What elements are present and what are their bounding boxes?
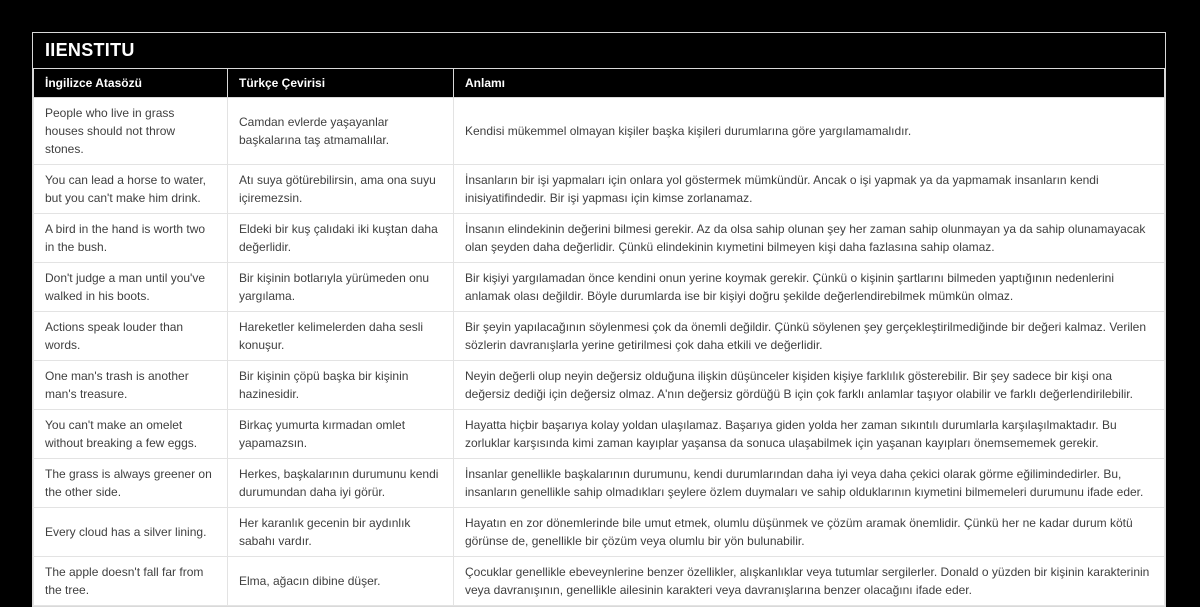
column-header-turkish-translation: Türkçe Çevirisi bbox=[228, 69, 454, 98]
table-row bbox=[34, 165, 1165, 214]
cell-english-proverb: People who live in grass houses should not throw stones. bbox=[34, 98, 228, 165]
cell-meaning: İnsanlar genellikle başkalarının durumunu, kendi durumlarından daha iyi veya daha çekici olarak görme eğilimindedirler. Bu, insanların genellikle sahip olmadıkları şeylere özlem duymaları ve sahip olduklarının kıymetini bilmemeleri durumunu ifade eder. bbox=[454, 459, 1165, 508]
cell-turkish-translation: Hareketler kelimelerden daha sesli konuşur. bbox=[228, 312, 454, 361]
cell-meaning: Kendisi mükemmel olmayan kişiler başka kişileri durumlarına göre yargılamamalıdır. bbox=[454, 98, 1165, 165]
table-row bbox=[34, 557, 1165, 606]
cell-meaning: Hayatın en zor dönemlerinde bile umut etmek, olumlu düşünmek ve çözüm aramak önemlidir. Çünkü her ne kadar durum kötü görünse de, genellikle bir çözüm veya olumlu bir yön bulunabilir. bbox=[454, 508, 1165, 557]
cell-turkish-translation: Birkaç yumurta kırmadan omlet yapamazsın. bbox=[228, 410, 454, 459]
cell-turkish-translation: Bir kişinin botlarıyla yürümeden onu yargılama. bbox=[228, 263, 454, 312]
cell-english-proverb: You can lead a horse to water, but you can't make him drink. bbox=[34, 165, 228, 214]
table-row bbox=[34, 263, 1165, 312]
cell-english-proverb: A bird in the hand is worth two in the bush. bbox=[34, 214, 228, 263]
cell-english-proverb: One man's trash is another man's treasure. bbox=[34, 361, 228, 410]
cell-english-proverb: You can't make an omelet without breaking a few eggs. bbox=[34, 410, 228, 459]
cell-turkish-translation: Atı suya götürebilirsin, ama ona suyu içiremezsin. bbox=[228, 165, 454, 214]
cell-meaning: Bir şeyin yapılacağının söylenmesi çok da önemli değildir. Çünkü söylenen şey gerçekleştirilmediğinde bir değeri kalmaz. Verilen sözlerin davranışlarla yerine getirilmesi çok daha etkili ve değerlidir. bbox=[454, 312, 1165, 361]
cell-english-proverb: Actions speak louder than words. bbox=[34, 312, 228, 361]
cell-turkish-translation: Her karanlık gecenin bir aydınlık sabahı vardır. bbox=[228, 508, 454, 557]
panel-title-bar bbox=[33, 33, 1165, 69]
proverbs-table bbox=[33, 69, 1165, 606]
cell-turkish-translation: Elma, ağacın dibine düşer. bbox=[228, 557, 454, 606]
cell-english-proverb: Don't judge a man until you've walked in his boots. bbox=[34, 263, 228, 312]
cell-english-proverb: The apple doesn't fall far from the tree. bbox=[34, 557, 228, 606]
cell-meaning: Bir kişiyi yargılamadan önce kendini onun yerine koymak gerekir. Çünkü o kişinin şartlarını bilmeden yaptığının nedenlerini anlamak olası değildir. Böyle durumlarda ise bir kişiyi doğru şekilde değerlendirebilmek mümkün olmaz. bbox=[454, 263, 1165, 312]
table-row bbox=[34, 361, 1165, 410]
table-row bbox=[34, 410, 1165, 459]
column-header-meaning: Anlamı bbox=[454, 69, 1165, 98]
table-row bbox=[34, 214, 1165, 263]
proverbs-panel bbox=[32, 32, 1166, 607]
table-header-row bbox=[34, 69, 1165, 98]
table-row bbox=[34, 312, 1165, 361]
cell-meaning: Hayatta hiçbir başarıya kolay yoldan ulaşılamaz. Başarıya giden yolda her zaman sıkıntılı durumlarla karşılaşılmaktadır. Bu zorluklar karşısında kimi zaman kayıplar yaşansa da sonuca ulaşabilmek için yaşanan kayıpları önemsememek gerekir. bbox=[454, 410, 1165, 459]
cell-meaning: Çocuklar genellikle ebeveynlerine benzer özellikler, alışkanlıklar veya tutumlar sergilerler. Donald o yüzden bir kişinin karakterinin veya davranışının, genellikle ailesinin karakteri veya davranışlarına benzer olacağını ifade eder. bbox=[454, 557, 1165, 606]
cell-english-proverb: Every cloud has a silver lining. bbox=[34, 508, 228, 557]
cell-meaning: Neyin değerli olup neyin değersiz olduğuna ilişkin düşünceler kişiden kişiye farklılık gösterebilir. Bir şey sadece bir kişi ona değersiz dediği için değersiz olmaz. A'nın değersiz gördüğü B için çok farklı anlamlar taşıyor olabilir ve farklı değerlendirilebilir. bbox=[454, 361, 1165, 410]
column-header-english-proverb: İngilizce Atasözü bbox=[34, 69, 228, 98]
table-row bbox=[34, 98, 1165, 165]
table-row bbox=[34, 508, 1165, 557]
cell-turkish-translation: Camdan evlerde yaşayanlar başkalarına taş atmamalılar. bbox=[228, 98, 454, 165]
cell-meaning: İnsanların bir işi yapmaları için onlara yol göstermek mümkündür. Ancak o işi yapmak ya da yapmamak insanların kendi inisiyatifindedir. Bir işi yapması için kimse zorlanamaz. bbox=[454, 165, 1165, 214]
brand-title: IIENSTITU bbox=[45, 40, 135, 60]
cell-turkish-translation: Bir kişinin çöpü başka bir kişinin hazinesidir. bbox=[228, 361, 454, 410]
table-row bbox=[34, 459, 1165, 508]
cell-english-proverb: The grass is always greener on the other side. bbox=[34, 459, 228, 508]
cell-turkish-translation: Herkes, başkalarının durumunu kendi durumundan daha iyi görür. bbox=[228, 459, 454, 508]
cell-turkish-translation: Eldeki bir kuş çalıdaki iki kuştan daha değerlidir. bbox=[228, 214, 454, 263]
cell-meaning: İnsanın elindekinin değerini bilmesi gerekir. Az da olsa sahip olunan şey her zaman sahip olunmayan ya da sahip olunamayacak olan şeyden daha değerlidir. Çünkü elindekinin kıymetini bilmeyen kişi daha fazlasına sahip olamaz. bbox=[454, 214, 1165, 263]
